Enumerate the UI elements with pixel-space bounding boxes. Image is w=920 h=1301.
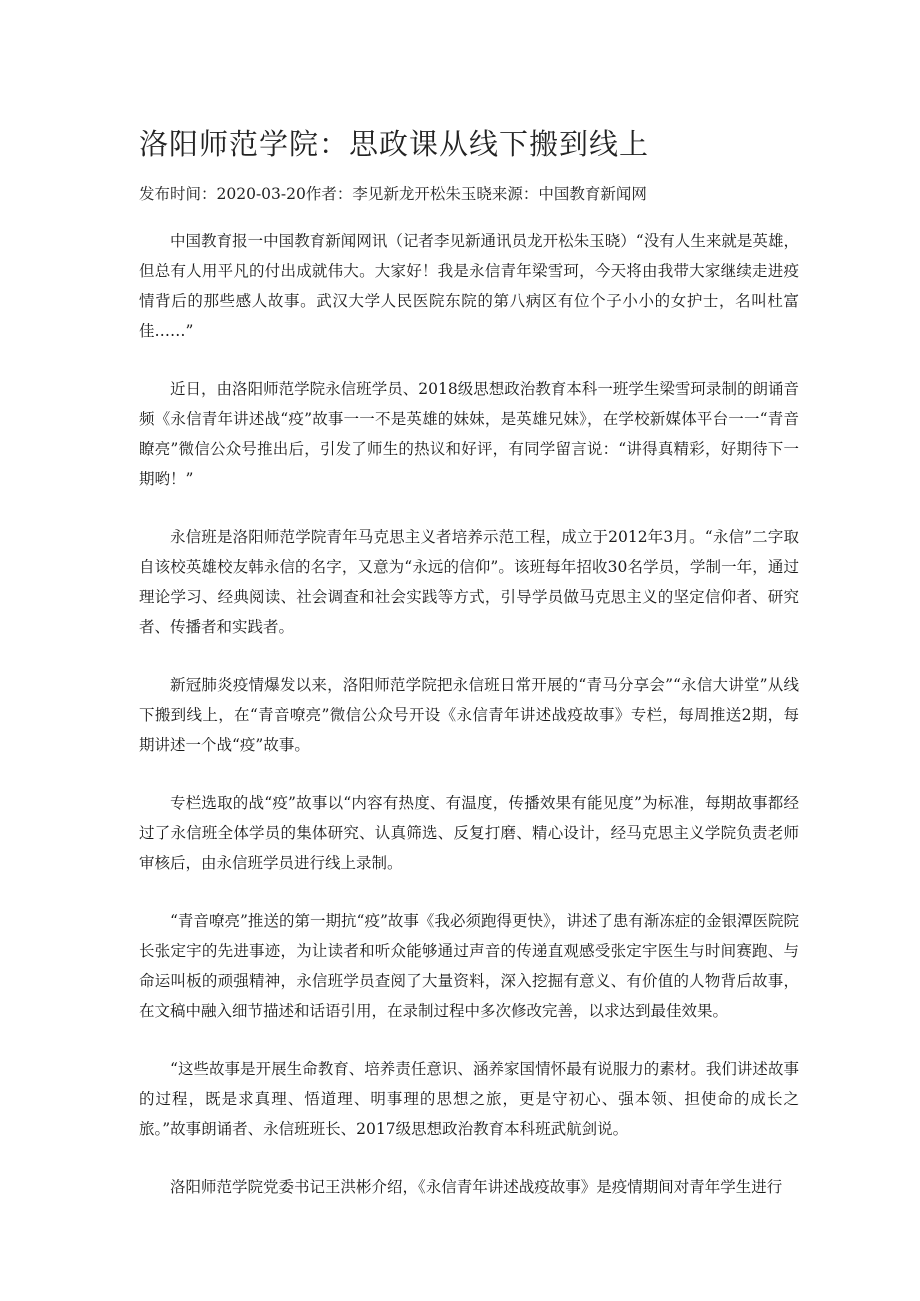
article-meta: 发布时间：2020-03-20作者：李见新龙开松朱玉晓来源：中国教育新闻网 bbox=[139, 185, 647, 203]
paragraph-1: 中国教育报一中国教育新闻网讯（记者李见新通讯员龙开松朱玉晓）“没有人生来就是英雄，但总有人用平凡的付出成就伟大。大家好！我是永信青年梁雪珂，今天将由我带大家继续走进疫情背后的那些感人故事。武汉大学人民医院东院的第八病区有位个子小小的女护士，名叫杜富佳……” bbox=[139, 232, 799, 340]
paragraph-3: 永信班是洛阳师范学院青年马克思主义者培养示范工程，成立于2012年3月。“永信”二字取自该校英雄校友韩永信的名字，又意为“永远的信仰”。该班每年招收30名学员，学制一年，通过理论学习、经典阅读、社会调查和社会实践等方式，引导学员做马克思主义的坚定信仰者、研究者、传播者和实践者。 bbox=[139, 528, 799, 636]
paragraph-7: “这些故事是开展生命教育、培养责任意识、涵养家国情怀最有说服力的素材。我们讲述故事的过程，既是求真理、悟道理、明事理的思想之旅，更是守初心、强本领、担使命的成长之旅。”故事朗诵者、永信班班长、2017级思想政治教育本科班武航剑说。 bbox=[139, 1060, 799, 1138]
paragraph-4: 新冠肺炎疫情爆发以来，洛阳师范学院把永信班日常开展的“青马分享会”“永信大讲堂”从线下搬到线上，在“青音嘹亮”微信公众号开设《永信青年讲述战疫故事》专栏，每周推送2期，每期讲述一个战“疫”故事。 bbox=[139, 676, 799, 754]
article-title: 洛阳师范学院：思政课从线下搬到线上 bbox=[139, 127, 650, 161]
paragraph-2: 近日，由洛阳师范学院永信班学员、2018级思想政治教育本科一班学生梁雪珂录制的朗诵音频《永信青年讲述战“疫”故事一一不是英雄的妹妹，是英雄兄妹》，在学校新媒体平台一一“青音瞭亮”微信公众号推出后，引发了师生的热议和好评，有同学留言说：“讲得真精彩，好期待下一期哟！” bbox=[139, 380, 799, 488]
article-body bbox=[139, 226, 799, 1230]
paragraph-5: 专栏选取的战“疫”故事以“内容有热度、有温度，传播效果有能见度”为标准，每期故事都经过了永信班全体学员的集体研究、认真筛选、反复打磨、精心设计，经马克思主义学院负责老师审核后，由永信班学员进行线上录制。 bbox=[139, 794, 799, 872]
paragraph-6: “青音嘹亮”推送的第一期抗“疫”故事《我必须跑得更快》，讲述了患有渐冻症的金银潭医院院长张定宇的先进事迹，为让读者和听众能够通过声音的传递直观感受张定宇医生与时间赛跑、与命运叫板的顽强精神，永信班学员查阅了大量资料，深入挖掘有意义、有价值的人物背后故事，在文稿中融入细节描述和话语引用，在录制过程中多次修改完善，以求达到最佳效果。 bbox=[139, 912, 799, 1020]
paragraph-8: 洛阳师范学院党委书记王洪彬介绍，《永信青年讲述战疫故事》是疫情期间对青年学生进行 bbox=[170, 1178, 783, 1196]
